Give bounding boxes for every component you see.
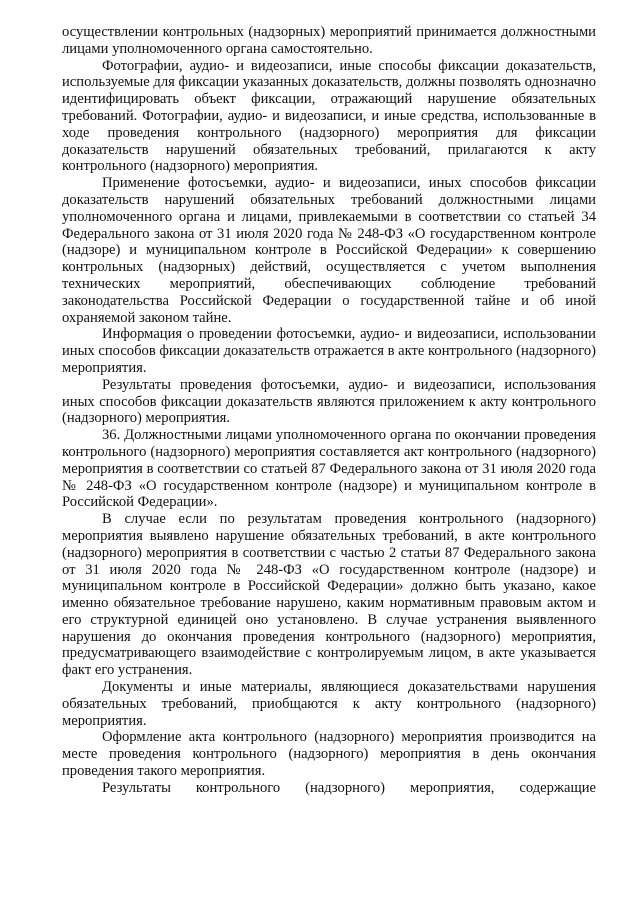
paragraph-6: 36. Должностными лицами уполномоченного органа по окончании проведения контрольного (надзорного) мероприятия составляется акт контрольного (надзорного) мероприятия в соответствии со статьей 87 Федерального закона от 31 июля 2020 года № 248-ФЗ «О государственном контроле (надзоре) и муниципальном контроле в Российской Федерации». <box>62 427 596 511</box>
paragraph-7: В случае если по результатам проведения контрольного (надзорного) мероприятия выявлено нарушение обязательных требований, в акте контрольного (надзорного) мероприятия в соответствии с частью 2 статьи 87 Федерального закона от 31 июля 2020 года № 248-ФЗ «О государственном контроле (надзоре) и муниципальном контроле в Российской Федерации» должно быть указано, какое именно обязательное требование нарушено, каким нормативным правовым актом и его структурной единицей оно установлено. В случае устранения выявленного нарушения до окончания проведения контрольного (надзорного) мероприятия, предусматривающего взаимодействие с контролируемым лицом, в акте указывается факт его устранения. <box>62 511 596 679</box>
paragraph-3: Применение фотосъемки, аудио- и видеозаписи, иных способов фиксации доказательств нарушений обязательных требований должностными лицами уполномоченного органа и лицами, привлекаемыми в соответствии со статьей 34 Федерального закона от 31 июля 2020 года № 248-ФЗ «О государственном контроле (надзоре) и муниципальном контроле в Российской Федерации» к совершению контрольных (надзорных) действий, осуществляется с учетом выполнения технических мероприятий, обеспечивающих соблюдение требований законодательства Российской Федерации о государственной тайне и об иной охраняемой законом тайне. <box>62 175 596 326</box>
paragraph-8: Документы и иные материалы, являющиеся доказательствами нарушения обязательных требований, приобщаются к акту контрольного (надзорного) мероприятия. <box>62 679 596 729</box>
paragraph-9: Оформление акта контрольного (надзорного) мероприятия производится на месте проведения контрольного (надзорного) мероприятия в день окончания проведения такого мероприятия. <box>62 729 596 780</box>
paragraph-4: Информация о проведении фотосъемки, аудио- и видеозаписи, использовании иных способов фиксации доказательств отражается в акте контрольного (надзорного) мероприятия. <box>62 326 596 376</box>
paragraph-5: Результаты проведения фотосъемки, аудио- и видеозаписи, использования иных способов фиксации доказательств являются приложением к акту контрольного (надзорного) мероприятия. <box>62 376 596 427</box>
paragraph-2: Фотографии, аудио- и видеозаписи, иные способы фиксации доказательств, используемые для фиксации указанных доказательств, должны позволять однозначно идентифицировать объект фиксации, отражающий нарушение обязательных требований. Фотографии, аудио- и видеозаписи, и иные средства, использованные в ходе проведения контрольного (надзорного) мероприятия для фиксации доказательств нарушений обязательных требований, прилагаются к акту контрольного (надзорного) мероприятия. <box>62 57 596 175</box>
paragraph-1: осуществлении контрольных (надзорных) мероприятий принимается должностными лицами уполномоченного органа самостоятельно. <box>62 24 596 57</box>
paragraph-10: Результаты контрольного (надзорного) мероприятия, содержащие <box>102 779 596 796</box>
document-page <box>62 24 596 797</box>
